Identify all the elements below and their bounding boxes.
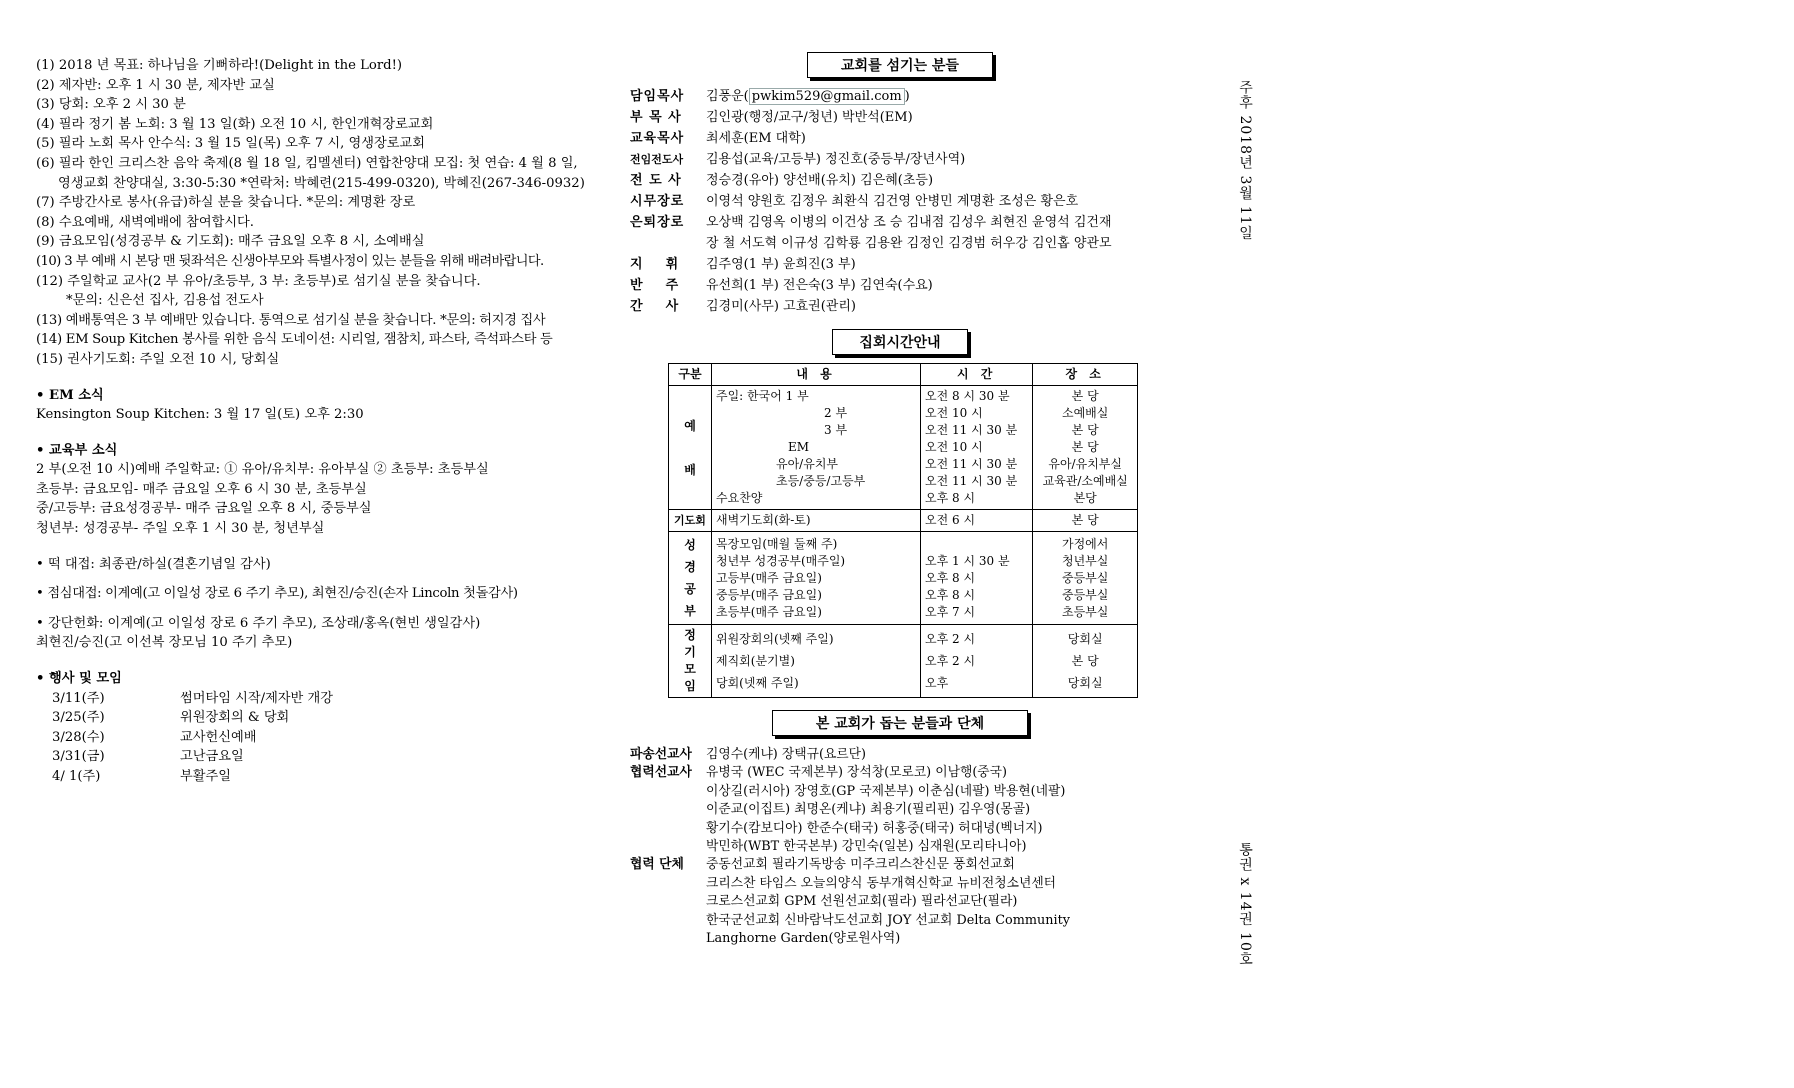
place-cell: 본 당 <box>1033 510 1138 532</box>
event-date: 3/25(주) <box>52 710 105 726</box>
time-cell: 오후 1 시 30 분 오후 8 시 오후 8 시 오후 7 시 <box>921 532 1033 625</box>
edu-line: 초등부: 금요모임- 매주 금요일 오후 6 시 30 분, 초등부실 <box>36 481 367 497</box>
announcement: 영생교회 찬양대실, 3:30-5:30 *연락처: 박혜련(215-499-0320), 박혜진(267-346-0932) <box>58 175 585 191</box>
staff-names: 정승경(유아) 양선배(유치) 김은혜(초등) <box>706 173 934 188</box>
announcement: (6) 필라 한인 크리스찬 음악 축제(8 월 18 일, 킴멜센터) 연합찬양대 모집: 첫 연습: 4 월 8 일, <box>36 155 578 171</box>
category-cell: 성 경 공 부 <box>669 532 712 625</box>
event-name: 썸머타임 시작/제자반 개강 <box>180 690 333 706</box>
church-info-column <box>630 52 1170 948</box>
staff-names: 김인광(행정/교구/청년) 박반석(EM) <box>706 110 913 125</box>
staff-row <box>630 149 1170 170</box>
mission-names: 중동선교회 필라기독방송 미주크리스찬신문 풍회선교회 크리스찬 타임스 오늘의양식 동부개혁신학교 뉴비전청소년센터 크로스선교회 GPM 선원선교회(필라) 필라선교단(필라) 한국군선교회 신바람낙도선교회 JOY 선교회 Delta Community Langhorne Garden(양로원사역) <box>706 857 1070 947</box>
em-heading: • EM 소식 <box>36 387 104 403</box>
mission-row <box>630 764 1170 856</box>
announcement: (9) 금요모임(성경공부 & 기도회): 매주 금요일 오후 8 시, 소예배실 <box>36 234 425 250</box>
category-cell: 예 배 <box>669 386 712 510</box>
event-item <box>52 689 596 709</box>
event-name: 고난금요일 <box>180 749 244 765</box>
schedule-table <box>668 363 1138 698</box>
place-cell: 가정에서 청년부실 중등부실 중등부실 초등부실 <box>1033 532 1138 625</box>
announcement: (1) 2018 년 목표: 하나님을 기뻐하라!(Delight in the Lord!) <box>36 58 403 73</box>
staff-role: 간 사 <box>630 299 680 314</box>
edu-line: 중/고등부: 금요성경공부- 매주 금요일 오후 8 시, 중등부실 <box>36 501 372 517</box>
mission-category: 협력 단체 <box>630 857 684 873</box>
table-header <box>669 364 1138 386</box>
event-item <box>52 708 596 728</box>
mission-title: 본 교회가 돕는 분들과 단체 <box>772 710 1028 736</box>
table-row <box>669 386 1138 510</box>
announcement: (12) 주일학교 교사(2 부 유아/초등부, 3 부: 초등부)로 섬기실 분을 찾습니다. <box>36 273 481 289</box>
donation-line: 최현진/승진(고 이선복 장모님 10 주기 추모) <box>36 635 293 651</box>
place-cell: 당회실 본 당 당회실 <box>1033 625 1138 698</box>
event-name: 교사헌신예배 <box>180 729 257 745</box>
bulletin-date: 주후 2018년 3월 11일 <box>1237 80 1253 241</box>
time-cell: 오전 6 시 <box>921 510 1033 532</box>
staff-names: 유선희(1 부) 전은숙(3 부) 김연숙(수요) <box>706 278 933 293</box>
events-list <box>52 689 596 787</box>
table-row <box>669 510 1138 532</box>
table-row <box>669 532 1138 625</box>
mission-row <box>630 746 1170 764</box>
staff-role: 시무장로 <box>630 194 685 209</box>
staff-row <box>630 128 1170 149</box>
header-cell: 구분 <box>669 364 712 386</box>
staff-role: 반 주 <box>630 278 680 293</box>
announcement: (4) 필라 정기 봄 노회: 3 월 13 일(화) 오전 10 시, 한인개혁장로교회 <box>36 116 434 132</box>
staff-row <box>630 212 1170 254</box>
event-item <box>52 747 596 767</box>
staff-row <box>630 86 1170 107</box>
mission-row <box>630 856 1170 948</box>
event-date: 3/11(주) <box>52 690 105 706</box>
staff-names: 김주영(1 부) 윤희진(3 부) <box>706 257 856 272</box>
header-cell: 시 간 <box>921 364 1033 386</box>
event-item <box>52 728 596 748</box>
staff-role: 전 도 사 <box>630 173 682 188</box>
staff-names: 이영석 양원호 김정우 최환식 김건영 안병민 계명환 조성은 황은호 <box>706 194 1079 209</box>
events-heading: • 행사 및 모임 <box>36 671 122 687</box>
announcement: (15) 권사기도회: 주일 오전 10 시, 당회실 <box>36 351 280 367</box>
staff-row <box>630 191 1170 212</box>
mission-names: 김영수(케냐) 장택규(요르단) <box>706 747 867 762</box>
staff-role: 은퇴장로 <box>630 215 685 230</box>
event-date: 3/31(금) <box>52 749 105 765</box>
header-cell: 내 용 <box>712 364 921 386</box>
staff-names: 김경미(사무) 고효권(관리) <box>706 299 856 314</box>
staff-row <box>630 254 1170 275</box>
staff-row <box>630 275 1170 296</box>
announcement: (3) 당회: 오후 2 시 30 분 <box>36 97 186 113</box>
announcement: (10) 3 부 예배 시 본당 맨 뒷좌석은 신생아부모와 특별사정이 있는 분들을 위해 배려바랍니다. <box>36 253 544 269</box>
announcement: (13) 예배통역은 3 부 예배만 있습니다. 통역으로 섬기실 분을 찾습니다. *문의: 허지경 집사 <box>36 312 546 328</box>
staff-names: 최세훈(EM 대학) <box>706 131 806 146</box>
announcement: (5) 필라 노회 목사 안수식: 3 월 15 일(목) 오후 7 시, 영생장로교회 <box>36 136 425 152</box>
donation-line: • 강단헌화: 이계예(고 이일성 장로 6 주기 추모), 조상래/홍옥(현빈 생일감사) <box>36 615 481 631</box>
announcement: (2) 제자반: 오후 1 시 30 분, 제자반 교실 <box>36 77 275 93</box>
mission-category: 파송선교사 <box>630 747 692 762</box>
content-cell: 새벽기도회(화-토) <box>712 510 921 532</box>
em-line: Kensington Soup Kitchen: 3 월 17 일(토) 오후 2:30 <box>36 407 364 423</box>
announcement: *문의: 신은선 집사, 김용섭 전도사 <box>66 293 264 309</box>
header-cell: 장 소 <box>1033 364 1138 386</box>
event-name: 부활주일 <box>180 769 231 784</box>
email-link[interactable]: pwkim529@gmail.com <box>749 88 905 105</box>
staff-names: 김용섭(교육/고등부) 정진호(중등부/장년사역) <box>706 152 966 167</box>
staff-row <box>630 170 1170 191</box>
staff-list <box>630 86 1170 317</box>
edu-heading: • 교육부 소식 <box>36 442 118 458</box>
staff-row <box>630 107 1170 128</box>
announcement: (14) EM Soup Kitchen 봉사를 위한 음식 도네이션: 시리얼, 잼참치, 파스타, 즉석파스타 등 <box>36 332 553 348</box>
staff-role: 전임전도사 <box>630 153 684 166</box>
table-row <box>669 625 1138 698</box>
announcement: (7) 주방간사로 봉사(유급)하실 분을 찾습니다. *문의: 계명환 장로 <box>36 195 416 211</box>
announcements-column <box>36 56 596 787</box>
schedule-title: 집회시간안내 <box>832 329 968 355</box>
staff-names: 김풍운( pwkim529@gmail.com ) <box>706 89 910 104</box>
mission-names: 유병국 (WEC 국제본부) 장석창(모로코) 이남행(중국) 이상길(러시아) 장영호(GP 국제본부) 이춘심(네팔) 박용현(네팔) 이준교(이집트) 최명온(케냐) 최용기(필리핀) 김우영(몽골) 황기수(캄보디아) 한준수(태국) 허홍중(태국) 허대녕(벡너지) 박민하(WBT 한국본부) 강민숙(일본) 심재원(모리타니아) <box>706 765 1066 855</box>
staff-role: 담임목사 <box>630 89 685 104</box>
donation-line: • 떡 대접: 최종관/하실(결혼기념일 감사) <box>36 556 271 572</box>
mission-category: 협력선교사 <box>630 765 692 781</box>
donation-line: • 점심대접: 이계예(고 이일성 장로 6 주기 추모), 최현진/승진(손자 Lincoln 첫돌감사) <box>36 586 518 602</box>
time-cell: 오전 8 시 30 분 오전 10 시 오전 11 시 30 분 오전 10 시 오전 11 시 30 분 오전 11 시 30 분 오후 8 시 <box>921 386 1033 510</box>
place-cell: 본 당 소예배실 본 당 본 당 유아/유치부실 교육관/소예배실 본당 <box>1033 386 1138 510</box>
category-cell: 정 기 모 임 <box>669 625 712 698</box>
edu-line: 2 부(오전 10 시)예배 주일학교: ① 유아/유치부: 유아부실 ② 초등부: 초등부실 <box>36 462 489 478</box>
time-cell: 오후 2 시 오후 2 시 오후 <box>921 625 1033 698</box>
event-item <box>52 767 596 787</box>
edu-line: 청년부: 성경공부- 주일 오후 1 시 30 분, 청년부실 <box>36 521 325 537</box>
category-cell: 기도회 <box>669 510 712 532</box>
announcement: (8) 수요예배, 새벽예배에 참여합시다. <box>36 214 254 230</box>
staff-role: 교육목사 <box>630 131 685 146</box>
staff-title: 교회를 섬기는 분들 <box>807 52 993 78</box>
staff-role: 부 목 사 <box>630 110 682 125</box>
content-cell: 주일: 한국어 1 부 2 부 3 부 EM 유아/유치부 초등/중등/고등부 수요찬양 <box>712 386 921 510</box>
mission-list <box>630 746 1170 948</box>
event-name: 위원장회의 & 당회 <box>180 710 290 726</box>
bulletin-volume: 통권 x 14권 10호 <box>1237 842 1253 967</box>
event-date: 3/28(수) <box>52 729 105 745</box>
event-date: 4/ 1(주) <box>52 769 101 784</box>
staff-row <box>630 296 1170 317</box>
announcement-list <box>36 56 596 370</box>
content-cell: 위원장회의(넷째 주일) 제직회(분기별) 당회(넷째 주일) <box>712 625 921 698</box>
staff-names: 오상백 김영옥 이병의 이건상 조 승 김내점 김성우 최현진 윤영석 김건재 장 철 서도혁 이규성 김학룡 김용완 김정인 김경범 허우강 김인홉 양관모 <box>706 215 1112 251</box>
staff-role: 지 휘 <box>630 257 680 272</box>
content-cell: 목장모임(매월 둘째 주) 청년부 성경공부(매주일) 고등부(매주 금요일) 중등부(매주 금요일) 초등부(매주 금요일) <box>712 532 921 625</box>
